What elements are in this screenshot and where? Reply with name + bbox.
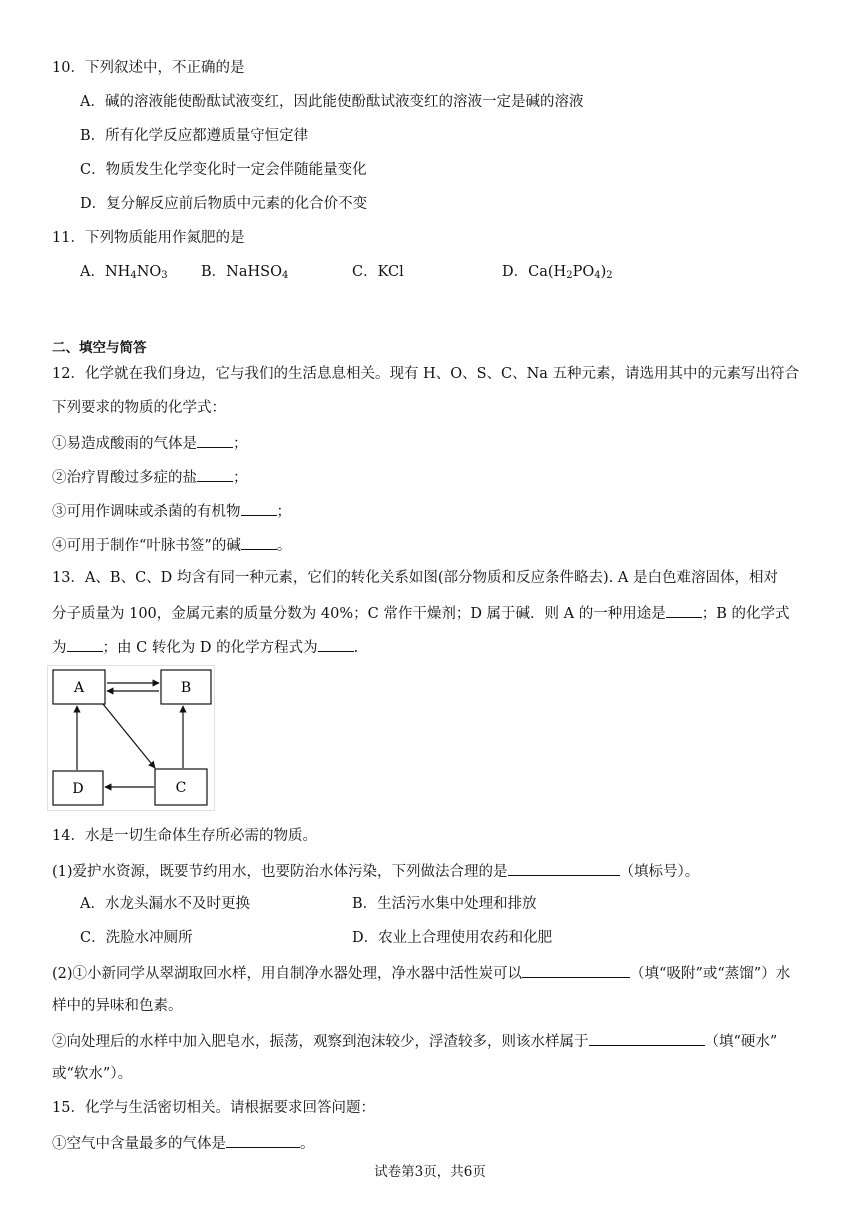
answer-blank[interactable] — [241, 534, 277, 550]
q12-line1: 12．化学就在我们身边，它与我们的生活息息相关。现有 H、O、S、C、Na 五种元素，请选用其中的元素写出符合 — [52, 366, 800, 382]
answer-blank[interactable] — [226, 1132, 300, 1148]
q14-part2-cont: 样中的异味和色素。 — [52, 998, 183, 1014]
answer-blank[interactable] — [666, 602, 702, 618]
q14-part1: (1)爱护水资源，既要节约用水，也要防治水体污染，下列做法合理的是 （填标号）。 — [52, 860, 699, 882]
q11-option-d: D．$Ca(H_2PO_4)_2$ — [502, 264, 613, 281]
q12-item-2: ②治疗胃酸过多症的盐 ； — [52, 466, 248, 488]
arrow-a-to-c — [103, 704, 155, 768]
q15-item-1: ①空气中含量最多的气体是 。 — [52, 1132, 315, 1154]
q14-option-d: D．农业上合理使用农药和化肥 — [352, 930, 553, 946]
node-d-label: D — [72, 781, 84, 797]
q10-option-c: C．物质发生化学变化时一定会伴随能量变化 — [80, 162, 367, 178]
q13-line2: 分子质量为 100，金属元素的质量分数为 40%；C 常作干燥剂；D 属于碱．则 A 的一种用途是 ；B 的化学式 — [52, 602, 790, 624]
node-c-label: C — [175, 780, 187, 796]
q14-option-c: C．洗脸水冲厕所 — [80, 930, 193, 946]
answer-blank[interactable] — [318, 636, 354, 652]
q14-option-a: A．水龙头漏水不及时更换 — [80, 896, 250, 912]
node-a-label: A — [73, 680, 85, 696]
q12-line2: 下列要求的物质的化学式： — [52, 400, 226, 416]
q14-part3-cont: 或“软水”）。 — [52, 1066, 133, 1082]
answer-blank[interactable] — [197, 432, 233, 448]
q10-option-a: A．碱的溶液能使酚酞试液变红，因此能使酚酞试液变红的溶液一定是碱的溶液 — [80, 94, 584, 110]
node-b-label: B — [180, 680, 192, 696]
page-footer: 试卷第3页，共6页 — [374, 1164, 486, 1180]
conversion-diagram — [47, 665, 215, 811]
q11-option-a: A．$NH_4NO_3$ — [80, 264, 168, 281]
q15-stem: 15．化学与生活密切相关。请根据要求回答问题： — [52, 1100, 375, 1116]
q12-item-3: ③可用作调味或杀菌的有机物 ； — [52, 500, 291, 522]
q11-option-b: B．NaHSO$_4$ — [201, 264, 289, 281]
q10-stem: 10．下列叙述中，不正确的是 — [52, 60, 245, 76]
q13-line1: 13．A、B、C、D 均含有同一种元素，它们的转化关系如图(部分物质和反应条件略去). A 是白色难溶固体，相对 — [52, 570, 779, 586]
answer-blank[interactable] — [522, 962, 630, 978]
q10-option-d: D．复分解反应前后物质中元素的化合价不变 — [80, 196, 368, 212]
q11-option-c: C．KCl — [352, 264, 404, 280]
q14-part2: (2)①小新同学从翠湖取回水样，用自制净水器处理，净水器中活性炭可以 （填“吸附”或“蒸馏”）水 — [52, 962, 790, 984]
answer-blank[interactable] — [241, 500, 277, 516]
q14-option-b: B．生活污水集中处理和排放 — [352, 896, 537, 912]
answer-blank[interactable] — [589, 1030, 705, 1046]
q14-part3: ②向处理后的水样中加入肥皂水，振荡，观察到泡沫较少，浮渣较多，则该水样属于 （填“硬水” — [52, 1030, 777, 1052]
q10-option-b: B．所有化学反应都遵质量守恒定律 — [80, 128, 309, 144]
q12-item-4: ④可用于制作“叶脉书签”的碱 。 — [52, 534, 291, 556]
q11-stem: 11．下列物质能用作氮肥的是 — [52, 230, 245, 246]
answer-blank[interactable] — [67, 636, 103, 652]
q12-item-1: ①易造成酸雨的气体是 ； — [52, 432, 248, 454]
q13-line3: 为 ；由 C 转化为 D 的化学方程式为 . — [52, 636, 358, 658]
answer-blank[interactable] — [197, 466, 233, 482]
section-title: 二、填空与简答 — [52, 340, 147, 356]
q14-stem: 14．水是一切生命体生存所必需的物质。 — [52, 828, 317, 844]
answer-blank[interactable] — [508, 860, 620, 876]
